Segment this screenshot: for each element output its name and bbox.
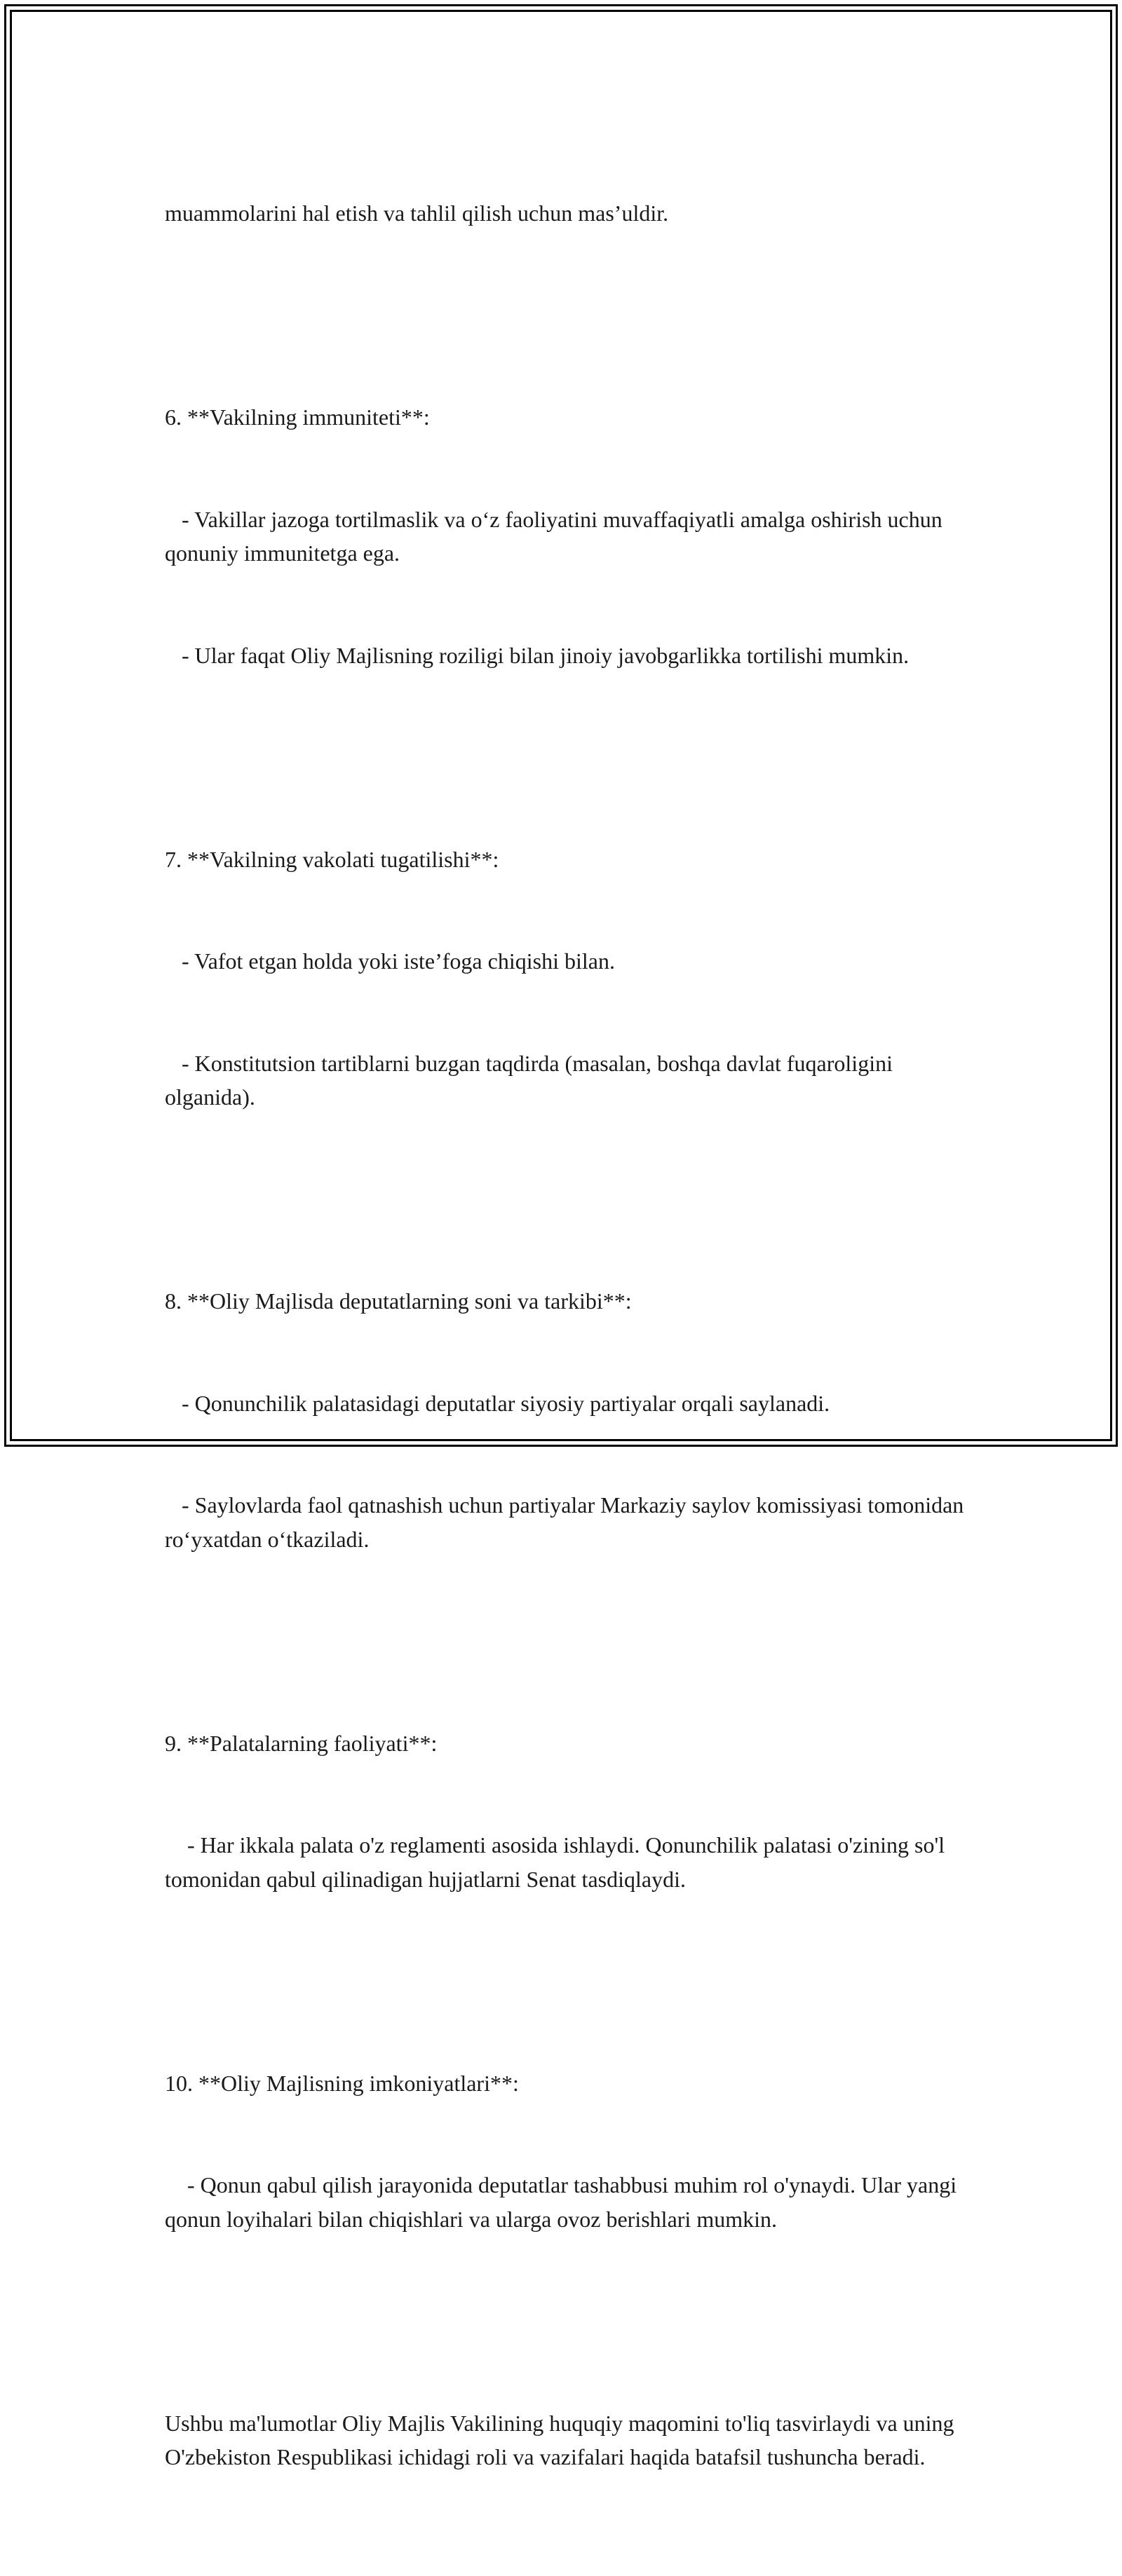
- section-heading: 10. **Oliy Majlisning imkoniyatlari**:: [165, 2070, 519, 2096]
- list-item: - Vafot etgan holda yoki iste’foga chiqishi bilan.: [165, 948, 615, 974]
- section-heading: 8. **Oliy Majlisda deputatlarning soni va tarkibi**:: [165, 1288, 632, 1314]
- paragraph-conclusion: [165, 2338, 971, 2542]
- text-line: muammolarini hal etish va tahlil qilish uchun mas’uldir.: [165, 200, 669, 226]
- document-body: [165, 128, 971, 2576]
- section-9-chambers-activity: [165, 1658, 971, 1965]
- text-line: Ushbu ma'lumotlar Oliy Majlis Vakilining huquqiy maqomini to'liq tasvirlaydi va uning O'zbekiston Respublikasi ichidagi roli va vazifalari haqida batafsil tushuncha beradi.: [165, 2410, 960, 2469]
- section-8-composition: [165, 1216, 971, 1624]
- section-heading: 6. **Vakilning immuniteti**:: [165, 404, 430, 430]
- section-10-capabilities: [165, 1998, 971, 2305]
- list-item: - Qonunchilik palatasidagi deputatlar siyosiy partiyalar orqali saylanadi.: [165, 1390, 830, 1416]
- section-heading: 7. **Vakilning vakolati tugatilishi**:: [165, 846, 499, 872]
- list-item: - Har ikkala palata o'z reglamenti asosida ishlaydi. Qonunchilik palatasi o'zining so'l tomonidan qabul qilinadigan hujjatlarni Senat tasdiqlaydi.: [165, 1832, 951, 1892]
- section-heading: 9. **Palatalarning faoliyati**:: [165, 1730, 438, 1756]
- list-item: - Saylovlarda faol qatnashish uchun partiyalar Markaziy saylov komissiyasi tomonidan ro‘yxatdan o‘tkaziladi.: [165, 1492, 970, 1552]
- list-item: - Ular faqat Oliy Majlisning roziligi bilan jinoiy javobgarlikka tortilishi mumkin.: [165, 642, 910, 668]
- paragraph-intro-continuation: [165, 128, 971, 299]
- list-item: - Vakillar jazoga tortilmaslik va o‘z faoliyatini muvaffaqiyatli amalga oshirish uchun qonuniy immunitetga ega.: [165, 506, 948, 566]
- list-item: - Konstitutsion tartiblarni buzgan taqdirda (masalan, boshqa davlat fuqaroligini olganida).: [165, 1050, 898, 1110]
- list-item: - Qonun qabul qilish jarayonida deputatlar tashabbusi muhim rol o'ynaydi. Ular yangi qonun loyihalari bilan chiqishlari va ularga ovoz berishlari mumkin.: [165, 2172, 963, 2232]
- section-6-immunity: [165, 332, 971, 740]
- section-7-termination: [165, 775, 971, 1183]
